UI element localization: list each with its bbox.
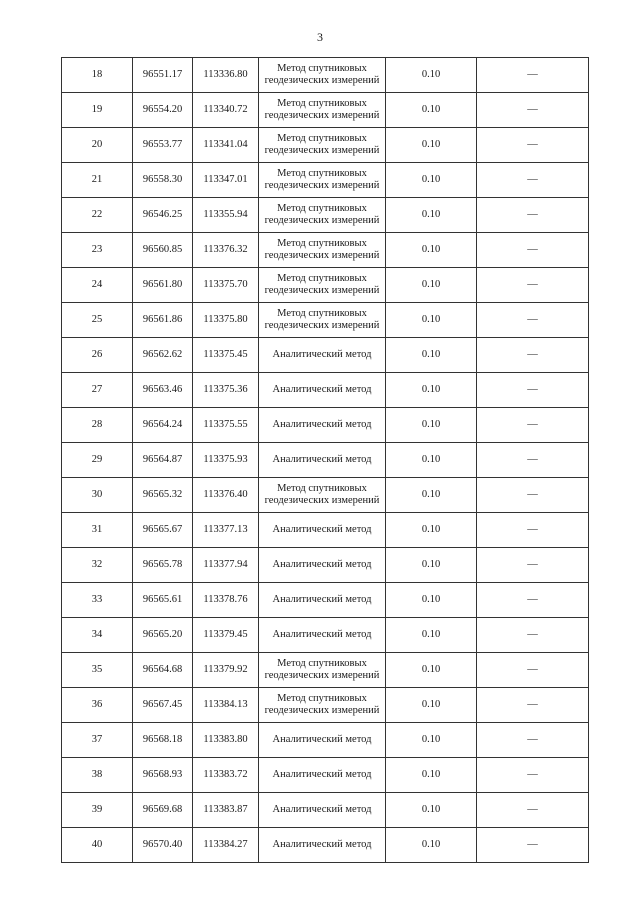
point-number-cell: 24 <box>62 268 133 303</box>
method-cell: Аналитический метод <box>259 373 386 408</box>
accuracy-cell: 0.10 <box>386 268 477 303</box>
point-number-cell: 25 <box>62 303 133 338</box>
accuracy-cell: 0.10 <box>386 58 477 93</box>
note-cell: — <box>477 163 589 198</box>
point-number-cell: 23 <box>62 233 133 268</box>
accuracy-cell: 0.10 <box>386 688 477 723</box>
point-number-cell: 29 <box>62 443 133 478</box>
accuracy-cell: 0.10 <box>386 233 477 268</box>
table-row <box>62 93 589 128</box>
method-cell: Аналитический метод <box>259 443 386 478</box>
accuracy-cell: 0.10 <box>386 303 477 338</box>
table-row <box>62 653 589 688</box>
x-coordinate-cell: 96563.46 <box>133 373 193 408</box>
table-row <box>62 583 589 618</box>
y-coordinate-cell: 113376.32 <box>193 233 259 268</box>
method-cell: Аналитический метод <box>259 513 386 548</box>
table-row <box>62 828 589 863</box>
table-row <box>62 198 589 233</box>
method-cell: Метод спутниковых геодезических измерений <box>259 688 386 723</box>
y-coordinate-cell: 113377.94 <box>193 548 259 583</box>
note-cell: — <box>477 688 589 723</box>
point-number-cell: 27 <box>62 373 133 408</box>
point-number-cell: 36 <box>62 688 133 723</box>
x-coordinate-cell: 96551.17 <box>133 58 193 93</box>
x-coordinate-cell: 96565.20 <box>133 618 193 653</box>
note-cell: — <box>477 583 589 618</box>
x-coordinate-cell: 96570.40 <box>133 828 193 863</box>
table-row <box>62 758 589 793</box>
note-cell: — <box>477 58 589 93</box>
method-cell: Аналитический метод <box>259 408 386 443</box>
table-row <box>62 268 589 303</box>
table-row <box>62 233 589 268</box>
y-coordinate-cell: 113336.80 <box>193 58 259 93</box>
method-cell: Аналитический метод <box>259 758 386 793</box>
accuracy-cell: 0.10 <box>386 163 477 198</box>
method-cell: Метод спутниковых геодезических измерений <box>259 58 386 93</box>
note-cell: — <box>477 618 589 653</box>
y-coordinate-cell: 113347.01 <box>193 163 259 198</box>
note-cell: — <box>477 793 589 828</box>
x-coordinate-cell: 96553.77 <box>133 128 193 163</box>
note-cell: — <box>477 653 589 688</box>
y-coordinate-cell: 113383.72 <box>193 758 259 793</box>
method-cell: Метод спутниковых геодезических измерений <box>259 478 386 513</box>
table-row <box>62 513 589 548</box>
x-coordinate-cell: 96564.24 <box>133 408 193 443</box>
y-coordinate-cell: 113375.55 <box>193 408 259 443</box>
table-row <box>62 443 589 478</box>
y-coordinate-cell: 113375.36 <box>193 373 259 408</box>
x-coordinate-cell: 96554.20 <box>133 93 193 128</box>
note-cell: — <box>477 443 589 478</box>
method-cell: Метод спутниковых геодезических измерений <box>259 303 386 338</box>
accuracy-cell: 0.10 <box>386 653 477 688</box>
note-cell: — <box>477 513 589 548</box>
method-cell: Аналитический метод <box>259 338 386 373</box>
point-number-cell: 26 <box>62 338 133 373</box>
point-number-cell: 22 <box>62 198 133 233</box>
table-row <box>62 793 589 828</box>
y-coordinate-cell: 113378.76 <box>193 583 259 618</box>
x-coordinate-cell: 96564.68 <box>133 653 193 688</box>
y-coordinate-cell: 113340.72 <box>193 93 259 128</box>
method-cell: Метод спутниковых геодезических измерений <box>259 268 386 303</box>
point-number-cell: 33 <box>62 583 133 618</box>
y-coordinate-cell: 113375.70 <box>193 268 259 303</box>
point-number-cell: 31 <box>62 513 133 548</box>
table-row <box>62 163 589 198</box>
point-number-cell: 21 <box>62 163 133 198</box>
note-cell: — <box>477 303 589 338</box>
table-row <box>62 618 589 653</box>
x-coordinate-cell: 96561.86 <box>133 303 193 338</box>
method-cell: Метод спутниковых геодезических измерений <box>259 198 386 233</box>
accuracy-cell: 0.10 <box>386 373 477 408</box>
point-number-cell: 19 <box>62 93 133 128</box>
y-coordinate-cell: 113383.80 <box>193 723 259 758</box>
point-number-cell: 28 <box>62 408 133 443</box>
note-cell: — <box>477 373 589 408</box>
note-cell: — <box>477 268 589 303</box>
x-coordinate-cell: 96564.87 <box>133 443 193 478</box>
note-cell: — <box>477 233 589 268</box>
x-coordinate-cell: 96569.68 <box>133 793 193 828</box>
method-cell: Метод спутниковых геодезических измерений <box>259 128 386 163</box>
accuracy-cell: 0.10 <box>386 828 477 863</box>
table-row <box>62 373 589 408</box>
note-cell: — <box>477 128 589 163</box>
accuracy-cell: 0.10 <box>386 758 477 793</box>
x-coordinate-cell: 96565.67 <box>133 513 193 548</box>
method-cell: Метод спутниковых геодезических измерений <box>259 653 386 688</box>
note-cell: — <box>477 408 589 443</box>
method-cell: Аналитический метод <box>259 548 386 583</box>
point-number-cell: 35 <box>62 653 133 688</box>
y-coordinate-cell: 113384.13 <box>193 688 259 723</box>
note-cell: — <box>477 758 589 793</box>
x-coordinate-cell: 96565.78 <box>133 548 193 583</box>
table-row <box>62 338 589 373</box>
accuracy-cell: 0.10 <box>386 443 477 478</box>
y-coordinate-cell: 113376.40 <box>193 478 259 513</box>
coordinates-table <box>61 57 589 863</box>
method-cell: Метод спутниковых геодезических измерений <box>259 93 386 128</box>
accuracy-cell: 0.10 <box>386 93 477 128</box>
method-cell: Аналитический метод <box>259 793 386 828</box>
table-row <box>62 688 589 723</box>
y-coordinate-cell: 113341.04 <box>193 128 259 163</box>
point-number-cell: 34 <box>62 618 133 653</box>
point-number-cell: 30 <box>62 478 133 513</box>
point-number-cell: 38 <box>62 758 133 793</box>
y-coordinate-cell: 113379.45 <box>193 618 259 653</box>
page-number: 3 <box>317 30 323 44</box>
table-row <box>62 478 589 513</box>
point-number-cell: 32 <box>62 548 133 583</box>
note-cell: — <box>477 828 589 863</box>
method-cell: Аналитический метод <box>259 618 386 653</box>
accuracy-cell: 0.10 <box>386 338 477 373</box>
method-cell: Метод спутниковых геодезических измерений <box>259 163 386 198</box>
method-cell: Аналитический метод <box>259 828 386 863</box>
y-coordinate-cell: 113379.92 <box>193 653 259 688</box>
point-number-cell: 18 <box>62 58 133 93</box>
accuracy-cell: 0.10 <box>386 513 477 548</box>
note-cell: — <box>477 723 589 758</box>
table-row <box>62 303 589 338</box>
accuracy-cell: 0.10 <box>386 198 477 233</box>
y-coordinate-cell: 113355.94 <box>193 198 259 233</box>
y-coordinate-cell: 113377.13 <box>193 513 259 548</box>
method-cell: Метод спутниковых геодезических измерений <box>259 233 386 268</box>
method-cell: Аналитический метод <box>259 583 386 618</box>
y-coordinate-cell: 113375.45 <box>193 338 259 373</box>
y-coordinate-cell: 113383.87 <box>193 793 259 828</box>
method-cell: Аналитический метод <box>259 723 386 758</box>
table-row <box>62 128 589 163</box>
y-coordinate-cell: 113384.27 <box>193 828 259 863</box>
x-coordinate-cell: 96568.18 <box>133 723 193 758</box>
note-cell: — <box>477 338 589 373</box>
x-coordinate-cell: 96561.80 <box>133 268 193 303</box>
table-row <box>62 723 589 758</box>
note-cell: — <box>477 548 589 583</box>
accuracy-cell: 0.10 <box>386 128 477 163</box>
accuracy-cell: 0.10 <box>386 618 477 653</box>
y-coordinate-cell: 113375.80 <box>193 303 259 338</box>
point-number-cell: 40 <box>62 828 133 863</box>
x-coordinate-cell: 96565.61 <box>133 583 193 618</box>
accuracy-cell: 0.10 <box>386 478 477 513</box>
accuracy-cell: 0.10 <box>386 793 477 828</box>
y-coordinate-cell: 113375.93 <box>193 443 259 478</box>
x-coordinate-cell: 96560.85 <box>133 233 193 268</box>
point-number-cell: 20 <box>62 128 133 163</box>
note-cell: — <box>477 93 589 128</box>
accuracy-cell: 0.10 <box>386 583 477 618</box>
table-row <box>62 408 589 443</box>
accuracy-cell: 0.10 <box>386 723 477 758</box>
table-row <box>62 58 589 93</box>
accuracy-cell: 0.10 <box>386 548 477 583</box>
x-coordinate-cell: 96562.62 <box>133 338 193 373</box>
x-coordinate-cell: 96546.25 <box>133 198 193 233</box>
note-cell: — <box>477 198 589 233</box>
accuracy-cell: 0.10 <box>386 408 477 443</box>
x-coordinate-cell: 96568.93 <box>133 758 193 793</box>
x-coordinate-cell: 96567.45 <box>133 688 193 723</box>
point-number-cell: 39 <box>62 793 133 828</box>
x-coordinate-cell: 96565.32 <box>133 478 193 513</box>
point-number-cell: 37 <box>62 723 133 758</box>
x-coordinate-cell: 96558.30 <box>133 163 193 198</box>
table-row <box>62 548 589 583</box>
note-cell: — <box>477 478 589 513</box>
